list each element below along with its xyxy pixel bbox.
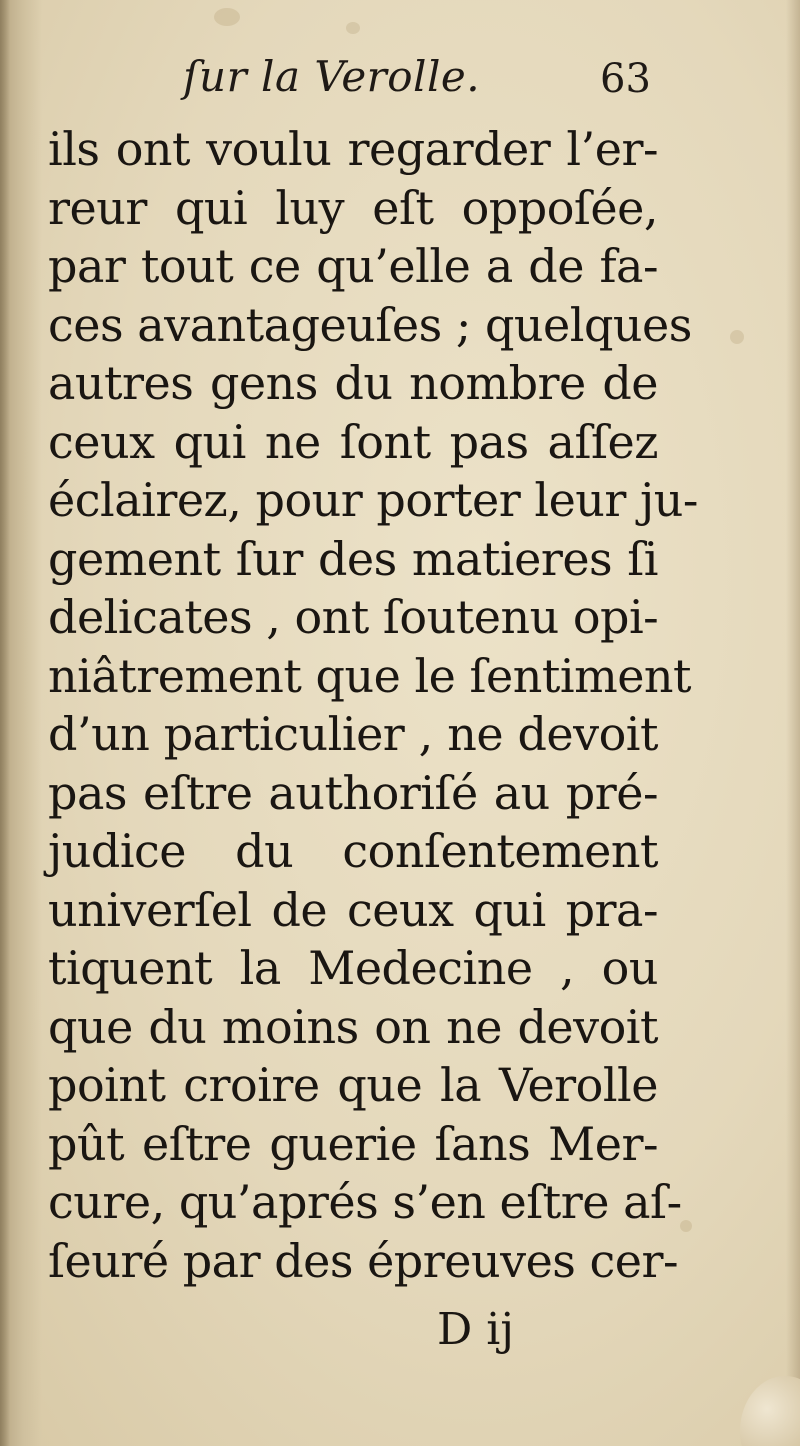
page-number: 63 [600, 56, 651, 102]
text-line: point croire que la Verolle [48, 1058, 658, 1112]
text-line: autres gens du nombre de [48, 356, 658, 410]
page-edge [786, 0, 800, 1446]
text-line: judice du conſentement [48, 824, 658, 878]
text-line: ces avantageuſes ; quelques [48, 297, 692, 352]
text-line: niâtrement que le ſentiment [48, 648, 692, 703]
text-line: ils ont voulu regarder l’er- [48, 122, 658, 176]
page-corner-curl [740, 1376, 800, 1446]
text-line: pas eſtre authoriſé au pré- [48, 765, 658, 820]
text-line: delicates , ont ſoutenu opi- [48, 590, 659, 644]
body-text [48, 120, 698, 1290]
text-line: cure, qu’aprés s’en eſtre aſ- [48, 1175, 682, 1229]
foxing-spot [680, 1220, 692, 1232]
text-line: pût eſtre guerie ſans Mer- [48, 1116, 658, 1171]
text-line: gement ſur des matieres ſi [48, 531, 658, 586]
running-title: ſur la Verolle. [183, 52, 481, 101]
text-line: ceux qui ne ſont pas aſſez [48, 414, 658, 469]
signature-mark: D ij [437, 1304, 514, 1355]
text-line: ſeuré par des épreuves cer- [48, 1233, 679, 1288]
text-line: que du moins on ne devoit [48, 999, 658, 1054]
running-header [48, 52, 651, 122]
text-line: univerſel de ceux qui pra- [48, 882, 658, 937]
foxing-spot [730, 330, 744, 344]
text-line: éclairez, pour porter leur ju- [48, 473, 698, 527]
text-line: tiquent la Medecine , ou [48, 941, 658, 995]
text-line: d’un particulier , ne devoit [48, 707, 658, 761]
text-line: reur qui luy eſt oppoſée, [48, 180, 658, 235]
text-line: par tout ce qu’elle a de fa- [48, 239, 658, 293]
spine-shadow [0, 0, 10, 1446]
foxing-spot [346, 22, 360, 34]
foxing-spot [214, 8, 240, 26]
